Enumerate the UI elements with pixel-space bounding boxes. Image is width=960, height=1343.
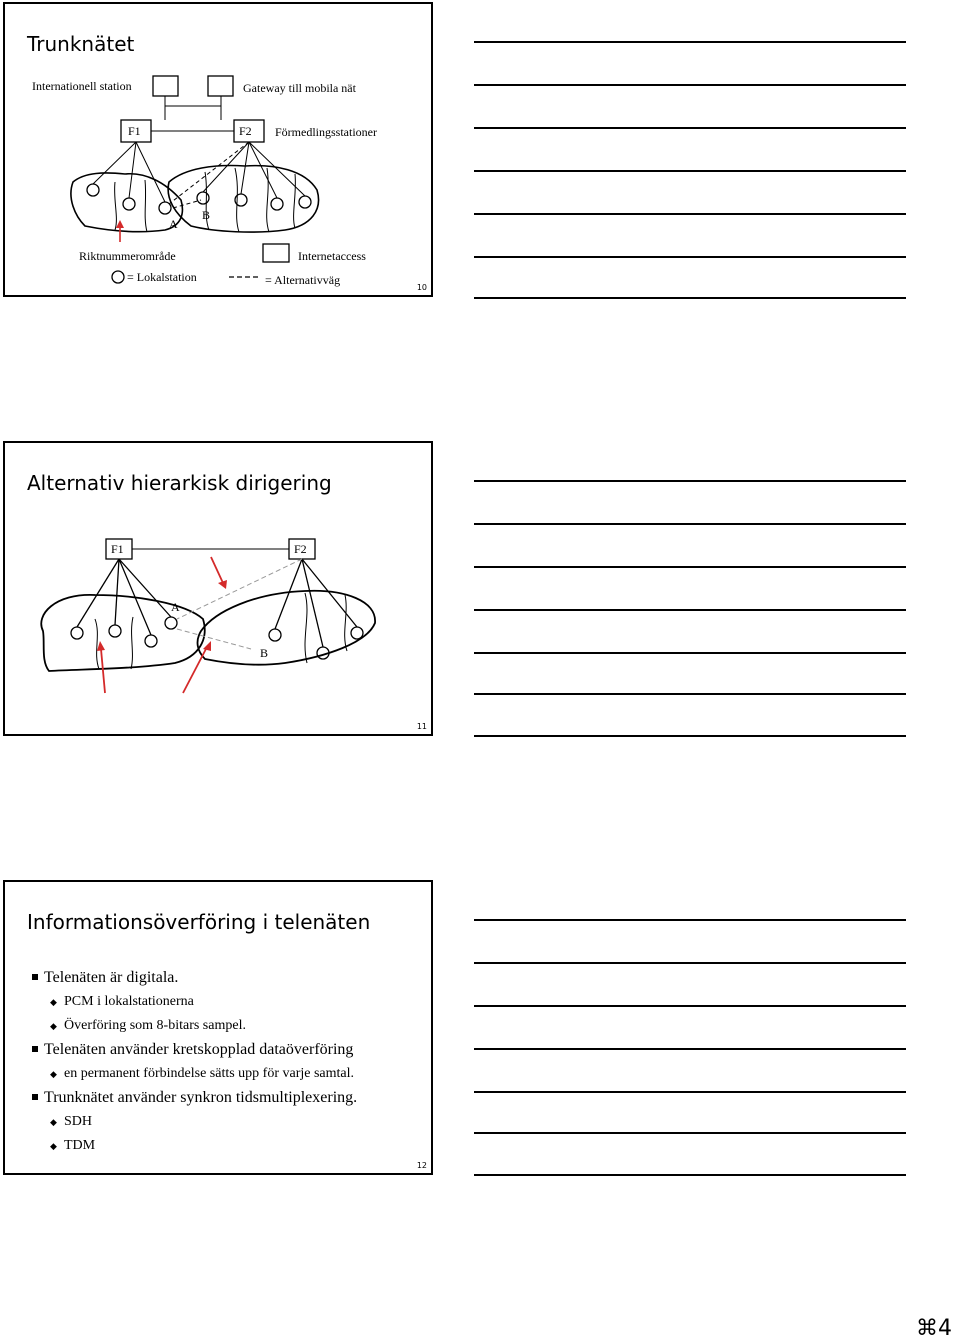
note-line xyxy=(474,1174,906,1176)
local-station xyxy=(109,625,121,637)
area-left xyxy=(41,595,204,671)
sub-bullet-item: ◆ SDH xyxy=(30,1110,430,1134)
label-switching: Förmedlingsstationer xyxy=(275,125,377,139)
label-f1: F1 xyxy=(128,124,141,138)
note-line xyxy=(474,652,906,654)
routing-diagram xyxy=(5,443,435,738)
note-line xyxy=(474,693,906,695)
note-line xyxy=(474,919,906,921)
legend-local: = Lokalstation xyxy=(127,270,197,284)
note-line xyxy=(474,297,906,299)
internet-access xyxy=(263,244,289,262)
label-b: B xyxy=(260,646,269,660)
slide-title: Trunknätet xyxy=(27,32,135,56)
bullet-item: Telenäten använder kretskopplad dataöverföring xyxy=(30,1038,430,1062)
note-line xyxy=(474,127,906,129)
slide-3 xyxy=(3,880,433,1175)
note-line xyxy=(474,480,906,482)
label-a: A xyxy=(171,600,180,614)
local-station xyxy=(165,617,177,629)
sub-bullet-item: ◆ en permanent förbindelse sätts upp för varje samtal. xyxy=(30,1062,430,1086)
note-line xyxy=(474,523,906,525)
label-a: A xyxy=(169,217,178,231)
local-station xyxy=(351,627,363,639)
gateway-station xyxy=(208,76,233,96)
legend-alt: = Alternativväg xyxy=(265,273,341,287)
note-line xyxy=(474,566,906,568)
note-line xyxy=(474,609,906,611)
slide-title: Alternativ hierarkisk dirigering xyxy=(27,471,332,495)
international-station xyxy=(153,76,178,96)
note-line xyxy=(474,256,906,258)
local-station xyxy=(197,192,209,204)
label-area: Riktnummerområde xyxy=(79,249,176,263)
local-station xyxy=(123,198,135,210)
bullet-item: Telenäten är digitala. xyxy=(30,966,430,990)
sub-bullet-item: ◆ PCM i lokalstationerna xyxy=(30,990,430,1014)
local-station xyxy=(299,196,311,208)
label-gateway: Gateway till mobila nät xyxy=(243,81,356,95)
bullet-item: Trunknätet använder synkron tidsmultiplexering. xyxy=(30,1086,430,1110)
slide-1 xyxy=(3,2,433,297)
area-right xyxy=(168,166,318,233)
slide-2 xyxy=(3,441,433,736)
network-diagram xyxy=(5,4,435,299)
sub-bullet-item: ◆ TDM xyxy=(30,1134,430,1158)
local-station xyxy=(271,198,283,210)
page-number-mark: ⌘4 xyxy=(916,1316,952,1341)
label-internet: Internetaccess xyxy=(298,249,366,263)
note-line xyxy=(474,1132,906,1134)
local-station xyxy=(71,627,83,639)
label-f2: F2 xyxy=(294,542,307,556)
local-station xyxy=(269,629,281,641)
note-line xyxy=(474,41,906,43)
label-b: B xyxy=(202,208,211,222)
slide-number: 10 xyxy=(416,283,427,292)
label-international: Internationell station xyxy=(32,79,132,93)
slide-number: 12 xyxy=(416,1161,427,1170)
sub-bullet-item: ◆ Överföring som 8-bitars sampel. xyxy=(30,1014,430,1038)
legend-local-icon xyxy=(112,271,124,283)
note-line xyxy=(474,1091,906,1093)
local-station xyxy=(145,635,157,647)
note-line xyxy=(474,962,906,964)
label-f1: F1 xyxy=(111,542,124,556)
label-f2: F2 xyxy=(239,124,252,138)
slide-number: 11 xyxy=(416,722,427,731)
note-line xyxy=(474,84,906,86)
area-right xyxy=(198,591,376,665)
bullet-list xyxy=(30,966,430,1158)
note-line xyxy=(474,1005,906,1007)
note-line xyxy=(474,170,906,172)
local-station xyxy=(87,184,99,196)
note-line xyxy=(474,1048,906,1050)
note-line xyxy=(474,735,906,737)
slide-title: Informationsöverföring i telenäten xyxy=(27,910,371,934)
note-line xyxy=(474,213,906,215)
